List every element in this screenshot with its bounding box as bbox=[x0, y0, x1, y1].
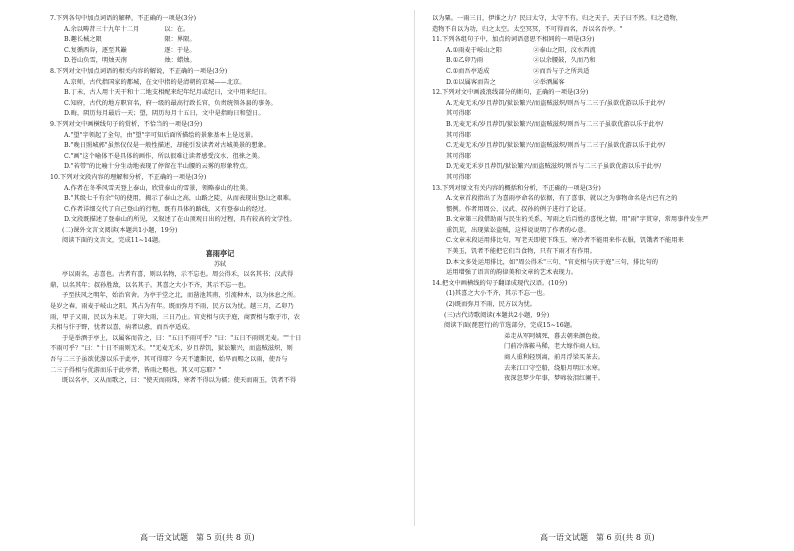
question-line: B."晚日照城郭"虽然仅仅是一般性描述，却能引发读者对古城美景的想象。 bbox=[64, 142, 271, 150]
essay-line: 于是举酒于亭上，以属客而告之，曰："五日不雨可乎？"曰："五日不雨则无麦。""十日 bbox=[62, 334, 302, 342]
question-line: B.丁未，古人用十天干和十二地支相配来纪年纪月或纪日，文中用来纪日。 bbox=[64, 89, 271, 97]
question-line: 造物不自以为功，归之太空。太空冥冥，不可得而名，吾以名吾亭。" bbox=[432, 25, 623, 33]
essay-line: 是岁之春，雨麦于岐山之阳，其占为有年。既而弥月不雨，民方以为忧。越三月，乙卯乃 bbox=[50, 303, 294, 311]
question-line: (2)既而弥月不雨，民方以为忧。 bbox=[446, 301, 537, 309]
question-line: C.文章末段运用排比句，写老天即使下珠玉，寒冷者不能用来作衣服，饥饿者不能用来 bbox=[446, 237, 684, 245]
question-line: D.本文多处运用排比，如"周公得禾"三句、"官吏相与庆于庭"三句，排比句的 bbox=[446, 258, 659, 266]
question-line: 惯例。作者用周公、汉武、叔孙的例子进行了论证。 bbox=[446, 205, 590, 213]
question-line: 其可得耶 bbox=[446, 173, 471, 181]
instruction-text: 阅读下面的文言文，完成11~14题。 bbox=[62, 237, 165, 245]
question-line: D.晦，阴历每月最后一天；望，阴历每月十五日，文中是指晦日和望日。 bbox=[64, 110, 265, 118]
question-line: D."若带"的比喻十分生动地表现了停留在半山腰的云雾的形象特点。 bbox=[64, 163, 252, 171]
question-line: 重饥荒，出现狱讼盗贼，这样说说明了作者的心意。 bbox=[446, 226, 590, 234]
question-line: B.文章第三段借助雨与民生的关系，写雨之后百姓的喜悦之情，用"雨"字贯穿，常用事件发生严 bbox=[446, 216, 709, 224]
question-line: D.苍山负雪，明烛天南 烛：蜡烛。 bbox=[64, 57, 196, 65]
question-line: C.知府，古代的地方职官名，府一级的最高行政长官，负责统领各县的事务。 bbox=[64, 99, 277, 107]
question-line: 以为粟。一雨三日，伊谁之力？民曰太守，太守不有。归之天子，天子曰不然。归之造物， bbox=[432, 15, 682, 22]
question-line: C.作者详细交代了自己登山的行程，既有具体的路线，又有登泰山的经过。 bbox=[64, 205, 271, 213]
page-divider bbox=[414, 10, 415, 526]
essay-line: 不雨可乎？"曰："十日不雨则无禾。""无麦无禾，岁且荐饥，狱讼繁兴，而盗贼滋炽，则 bbox=[50, 345, 293, 353]
poem-line: 弟走从军阿姨死，暮去朝来颜色故。 bbox=[504, 332, 604, 340]
question-line: C.①而吾亭适成 ②而吾与子之所共适 bbox=[446, 67, 590, 75]
poem-line: 商人重利轻别离，前月浮梁买茶去。 bbox=[504, 354, 604, 361]
question-line: 13.下列对原文有关内容的概括和分析，不正确的一项是(3分) bbox=[432, 184, 601, 192]
essay-line: 既以名亭，又从而歌之，曰："使天而雨珠，寒者不得以为襦；使天而雨玉，饥者不得 bbox=[62, 377, 297, 385]
question-line: D.文段既描述了登泰山的所见，又叙述了在山顶观日出的过程，具有较高的文学性。 bbox=[64, 216, 296, 224]
question-line: 下美玉，饥者不能把它们当食物，只有下雨才有作用。 bbox=[446, 248, 596, 256]
question-line: A.无麦无禾/岁且荐饥/狱讼繁兴/而盗贼滋炽/则吾与二三子/虽欲优游以乐于此亭/ bbox=[446, 99, 666, 107]
question-line: (1)其喜之大小不齐，其示不忘一也。 bbox=[446, 290, 549, 298]
essay-title: 喜雨亭记 bbox=[205, 249, 235, 259]
essay-line: 二三子得相与优游而乐于此亭者，皆雨之赐也。其又可忘耶？" bbox=[50, 366, 222, 374]
question-line: C.无麦无禾/岁且荐饥/狱讼繁兴/而盗贼滋炽/则吾与二三子/虽欲优游以乐于此亭/ bbox=[446, 142, 666, 150]
question-line: D.无麦无禾岁且荐饥/狱讼繁兴/而盗贼滋炽/则吾与二三子虽欲优游以乐于此亭/ bbox=[446, 163, 662, 171]
question-line: B.无麦无禾/岁且荐饥/狱讼繁兴/而盗贼滋炽/则吾与二三子虽欲优游以乐于此亭/ bbox=[446, 120, 664, 128]
subsection-heading: (三)古代诗歌阅读(本题共2小题，9分) bbox=[444, 311, 550, 319]
question-line: A."望"字领起了全句，由"望"字可知后面所描绘的景象基本上是远景。 bbox=[64, 131, 257, 139]
right-page-footer: 高一语文试题 第 6 页(共 8 页) bbox=[540, 533, 655, 542]
question-line: 10.下列对文段内容的理解和分析，不正确的一项是(3分) bbox=[50, 173, 207, 181]
poem-line: 门前冷落鞍马稀，老大嫁作商人妇。 bbox=[504, 343, 604, 351]
question-line: D.①以属客而告之 ②举酒属客 bbox=[446, 78, 565, 86]
essay-author: 苏轼 bbox=[213, 260, 226, 268]
subsection-heading: (二)课外文言文阅读(本题共1小题，19分) bbox=[62, 226, 178, 234]
question-line: 14.把文中画横线的句子翻译成现代汉语。(10分) bbox=[432, 279, 568, 287]
question-line: C."画"这个喻体不是具体的画作，所以很难让读者感受汶水、徂徕之美。 bbox=[64, 152, 264, 160]
essay-line: 雨，甲子又雨，民以为未足。丁卯大雨，三日乃止。官吏相与庆于庭，商贾相与歌于市，农 bbox=[50, 313, 300, 321]
question-line: A.京师，古代指国家的都城，在文中指的是清朝的京城——北京。 bbox=[64, 78, 246, 86]
question-line: 12.下列对文中画波浪线部分的断句，正确的一项是(3分) bbox=[432, 89, 589, 97]
question-line: A.余以畴昔三十九年十二月 以：在。 bbox=[64, 25, 190, 33]
poem-line: 去来江口守空船，绕船月明江水寒。 bbox=[504, 364, 604, 372]
question-line: 其可得耶 bbox=[446, 110, 471, 118]
question-line: B."其级七千有余"句的使用，揭示了泰山之高，山路之陡，从而表现出登山之艰难。 bbox=[64, 195, 296, 203]
question-line: C.复循西谷，逐至其巅 逐：于是。 bbox=[64, 46, 196, 54]
question-line: B.趣长械之限 限：界限。 bbox=[64, 36, 196, 44]
essay-line: 亭以雨名，志喜也。古者有喜，则以名物，示不忘也。周公得禾，以名其书；汉武得 bbox=[62, 271, 294, 279]
question-line: 其可得耶 bbox=[446, 131, 471, 139]
question-line: 7.下列各句中加点词语的解释，不正确的一项是(3分) bbox=[50, 15, 197, 22]
essay-line: 予至扶风之明年，始治官舍。为亭于堂之北，而凿池其南，引流种木，以为休息之所。 bbox=[62, 292, 300, 300]
question-line: A.文章首段指出了为喜雨亭命名的依据，有了喜事，就以之为事物命名是古已有之的 bbox=[446, 195, 678, 203]
question-line: B.①乙卯乃雨 ②以余腰鼓，久而乃和 bbox=[446, 57, 596, 65]
essay-line: 吾与二三子虽欲优游以乐于此亭，其可得耶？今天不遗斯民，始旱而赐之以雨，使吾与 bbox=[50, 356, 288, 363]
question-line: 运用增强了语言的韵律美和文章的艺术表现力。 bbox=[446, 269, 578, 277]
poem-line: 夜深忽梦少年事，梦啼妆泪红阑干。 bbox=[504, 375, 604, 383]
right-page bbox=[432, 14, 762, 385]
question-line: 9.下列对文中画横线句子的赏析，不恰当的一项是(3分) bbox=[50, 120, 203, 128]
question-line: 其可得耶 bbox=[446, 152, 471, 160]
left-page-footer: 高一语文试题 第 5 页(共 8 页) bbox=[140, 533, 255, 542]
question-line: 8.下列对文中加点词语的相关内容的解说，不正确的一项是(3分) bbox=[50, 67, 228, 75]
question-line: A.作者在冬季风雪天登上泰山，欣赏泰山的雪景，领略泰山的壮美。 bbox=[64, 184, 252, 192]
essay-line: 夫相与忭于野，忧者以喜，病者以愈，而吾亭适成。 bbox=[50, 324, 194, 332]
question-line: A.①雨麦于岐山之阳 ②泰山之阳，汶水西流 bbox=[446, 46, 596, 54]
essay-line: 鼎，以名其年；叔孙胜敌，以名其子。其喜之大小不齐，其示不忘一也。 bbox=[50, 281, 250, 289]
instruction-text: 阅读下面(琵琶行)的节选部分，完成15~16题。 bbox=[444, 322, 577, 330]
question-line: 11.下列各组句子中，加点的词语意思不相同的一项是(3分) bbox=[432, 36, 595, 44]
left-page bbox=[50, 14, 390, 387]
